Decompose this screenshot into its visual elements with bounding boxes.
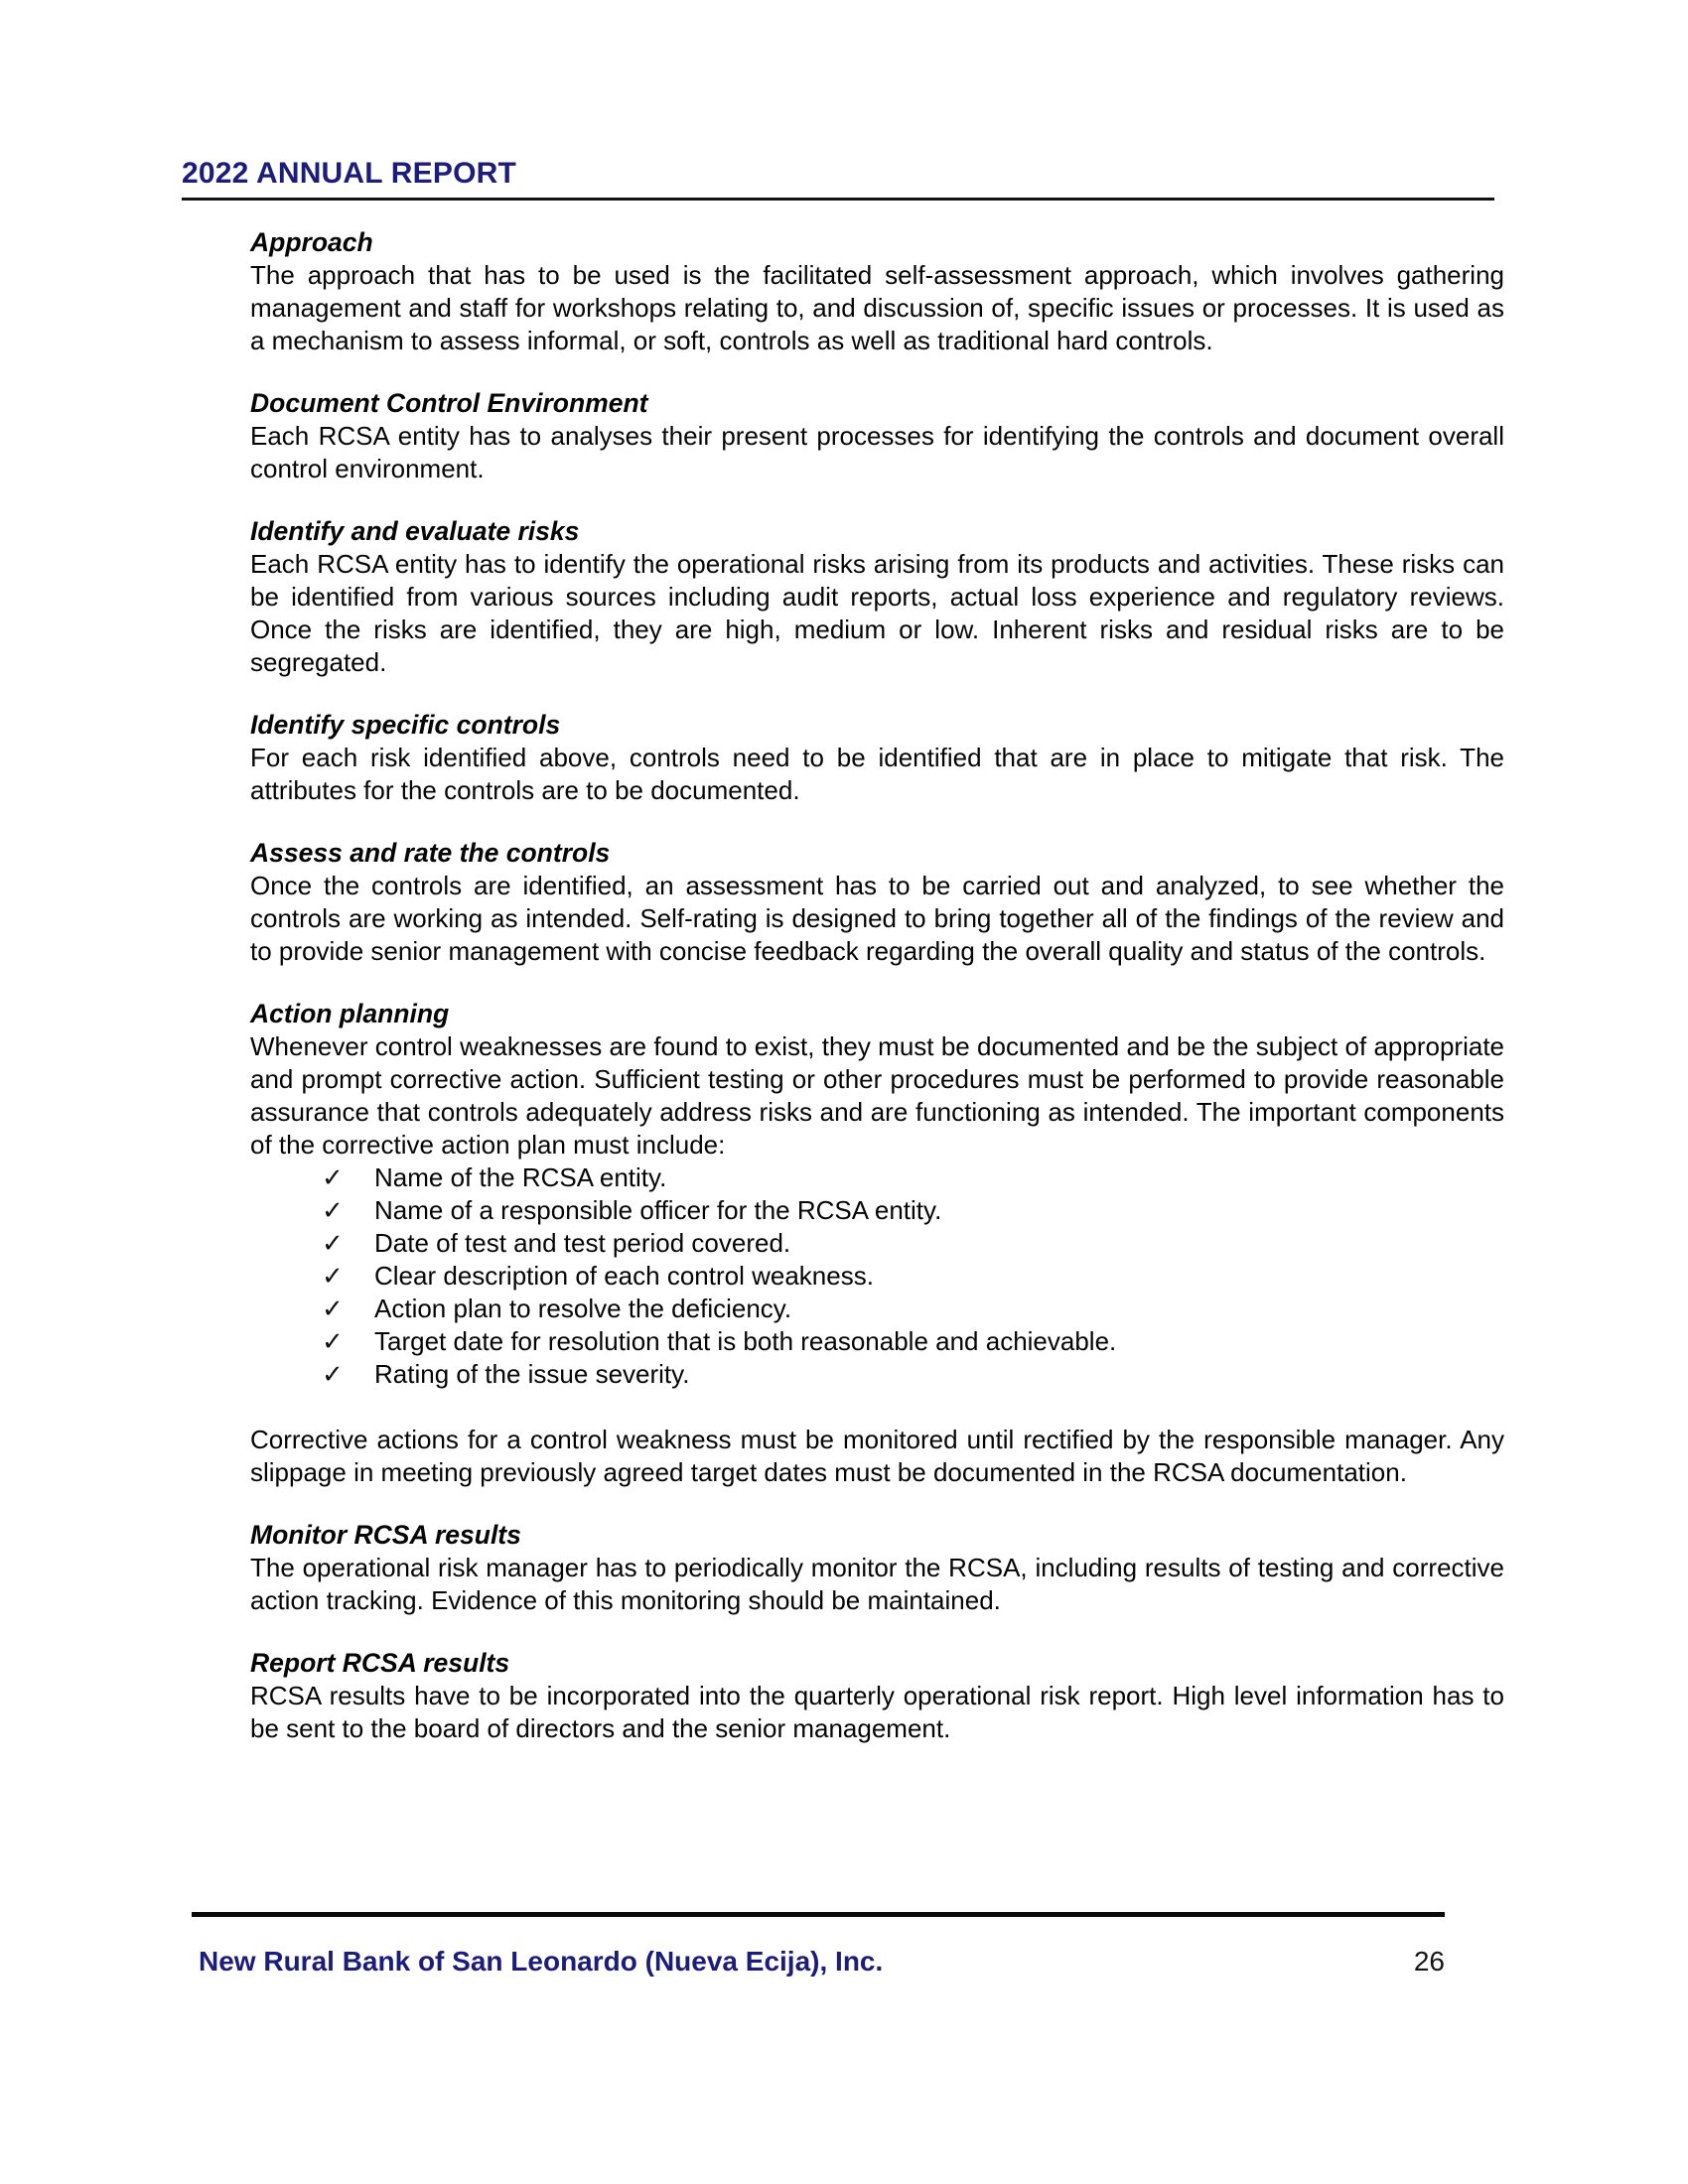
paragraph: Each RCSA entity has to analyses their present processes for identifying the controls and document overall control environment. xyxy=(250,421,1504,483)
checklist-item-text: Action plan to resolve the deficiency. xyxy=(374,1294,792,1323)
checklist-item xyxy=(250,1358,1504,1391)
checklist-item xyxy=(250,1260,1504,1293)
section-heading: Approach xyxy=(250,227,373,257)
section-action-planning xyxy=(250,998,1504,1489)
checkmark-icon: ✓ xyxy=(322,1359,344,1389)
section-identify-and-evaluate-risks xyxy=(250,515,1504,679)
section-assess-and-rate-the-controls xyxy=(250,837,1504,968)
section-document-control-environment xyxy=(250,387,1504,485)
page-content xyxy=(250,226,1504,1745)
checkmark-icon: ✓ xyxy=(322,1195,344,1225)
section-heading: Document Control Environment xyxy=(250,388,648,418)
checkmark-icon: ✓ xyxy=(322,1261,344,1291)
corrective-action-checklist xyxy=(250,1161,1504,1391)
checklist-item xyxy=(250,1293,1504,1325)
section-heading: Assess and rate the controls xyxy=(250,838,611,868)
section-monitor-rcsa-results xyxy=(250,1519,1504,1617)
checklist-item-text: Name of a responsible officer for the RCSA entity. xyxy=(374,1195,942,1225)
checklist-item-text: Target date for resolution that is both reasonable and achievable. xyxy=(374,1326,1117,1356)
checkmark-icon: ✓ xyxy=(322,1228,344,1258)
section-heading: Identify specific controls xyxy=(250,710,561,740)
paragraph: The approach that has to be used is the facilitated self-assessment approach, which involves gathering management and staff for workshops relating to, and discussion of, specific issues or processes. It is used as a mechanism to assess informal, or soft, controls as well as traditional hard controls. xyxy=(250,260,1504,355)
checkmark-icon: ✓ xyxy=(322,1326,344,1356)
footer-bank-name: New Rural Bank of San Leonardo (Nueva Ecija), Inc. xyxy=(199,1946,884,1977)
footer-rule xyxy=(192,1912,1445,1917)
section-heading: Monitor RCSA results xyxy=(250,1520,521,1550)
checkmark-icon: ✓ xyxy=(322,1162,344,1192)
section-identify-specific-controls xyxy=(250,709,1504,807)
checklist-item-text: Date of test and test period covered. xyxy=(374,1228,791,1258)
section-approach xyxy=(250,226,1504,357)
checklist-item xyxy=(250,1194,1504,1227)
report-title: 2022 ANNUAL REPORT xyxy=(182,157,517,190)
checklist-item xyxy=(250,1325,1504,1358)
section-heading: Identify and evaluate risks xyxy=(250,516,580,546)
section-heading: Action planning xyxy=(250,999,450,1028)
checkmark-icon: ✓ xyxy=(322,1294,344,1323)
checklist-item xyxy=(250,1161,1504,1194)
paragraph: Each RCSA entity has to identify the operational risks arising from its products and activities. These risks can be identified from various sources including audit reports, actual loss experience and regulatory reviews. Once the risks are identified, they are high, medium or low. Inherent risks and residual risks are to be segregated. xyxy=(250,549,1504,677)
section-report-rcsa-results xyxy=(250,1647,1504,1745)
paragraph: The operational risk manager has to periodically monitor the RCSA, including results of testing and corrective action tracking. Evidence of this monitoring should be maintained. xyxy=(250,1553,1504,1615)
paragraph: Once the controls are identified, an assessment has to be carried out and analyzed, to see whether the controls are working as intended. Self-rating is designed to bring together all of the findings of the review and to provide senior management with concise feedback regarding the overall quality and status of the controls. xyxy=(250,871,1504,966)
header-rule xyxy=(182,198,1494,201)
paragraph: For each risk identified above, controls need to be identified that are in place to mitigate that risk. The attributes for the controls are to be documented. xyxy=(250,743,1504,805)
section-heading: Report RCSA results xyxy=(250,1648,510,1678)
checklist-item-text: Rating of the issue severity. xyxy=(374,1359,690,1389)
checklist-item-text: Clear description of each control weakness. xyxy=(374,1261,874,1291)
checklist-item xyxy=(250,1227,1504,1260)
checklist-item-text: Name of the RCSA entity. xyxy=(374,1162,667,1192)
paragraph: Whenever control weaknesses are found to exist, they must be documented and be the subject of appropriate and prompt corrective action. Sufficient testing or other procedures must be performed to provide reasonable assurance that controls adequately address risks and are functioning as intended. The important components of the corrective action plan must include: xyxy=(250,1031,1504,1160)
page-number: 26 xyxy=(1413,1946,1445,1977)
paragraph: Corrective actions for a control weakness must be monitored until rectified by the responsible manager. Any slippage in meeting previously agreed target dates must be documented in the RCSA documentation. xyxy=(250,1425,1504,1487)
paragraph: RCSA results have to be incorporated into the quarterly operational risk report. High level information has to be sent to the board of directors and the senior management. xyxy=(250,1681,1504,1743)
